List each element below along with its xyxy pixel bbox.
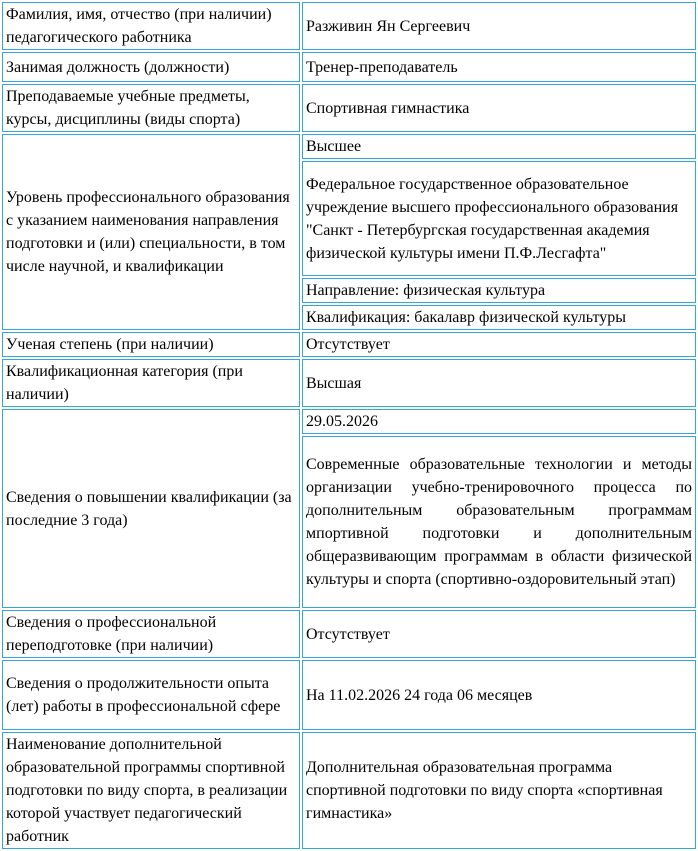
- value-position: Тренер-преподаватель: [302, 52, 696, 82]
- value-experience: На 11.02.2026 24 года 06 месяцев: [302, 660, 696, 730]
- label-category: Квалификационная категория (при наличии): [2, 359, 300, 407]
- row-degree: [2, 332, 696, 357]
- value-name: Разживин Ян Сергеевич: [302, 2, 696, 50]
- value-training-date: 29.05.2026: [302, 409, 696, 434]
- value-education-level: Высшее: [302, 134, 696, 159]
- label-position: Занимая должность (должности): [2, 52, 300, 82]
- row-education-level: [2, 134, 696, 159]
- row-name: [2, 2, 696, 50]
- value-category: Высшая: [302, 359, 696, 407]
- label-degree: Ученая степень (при наличии): [2, 332, 300, 357]
- row-training-date: [2, 409, 696, 434]
- label-training: Сведения о повышении квалификации (за последние 3 года): [2, 409, 300, 608]
- row-program: [2, 732, 696, 849]
- row-subjects: [2, 84, 696, 132]
- label-program: Наименование дополнительной образовательной программы спортивной подготовки по виду спорта, в реализации которой участвует педагогический работник: [2, 732, 300, 849]
- row-category: [2, 359, 696, 407]
- value-subjects: Спортивная гимнастика: [302, 84, 696, 132]
- label-subjects: Преподаваемые учебные предметы, курсы, дисциплины (виды спорта): [2, 84, 300, 132]
- value-training-course: Современные образовательные технологии и методы организации учебно-тренировочного процесса по дополнительным образовательным программам мпортивной подготовки и дополнительным общеразвивающим программам в области физической культуры и спорта (спортивно-оздоровительный этап): [302, 436, 696, 608]
- value-education-qualification: Квалификация: бакалавр физической культуры: [302, 305, 696, 330]
- label-retraining: Сведения о профессиональной переподготовке (при наличии): [2, 610, 300, 658]
- value-degree: Отсутствует: [302, 332, 696, 357]
- value-program: Дополнительная образовательная программа спортивной подготовки по виду спорта «спортивная гимнастика»: [302, 732, 696, 849]
- row-retraining: [2, 610, 696, 658]
- value-education-direction: Направление: физическая культура: [302, 278, 696, 303]
- value-retraining: Отсутствует: [302, 610, 696, 658]
- row-experience: [2, 660, 696, 730]
- value-education-institution: Федеральное государственное образовательное учреждение высшего профессионального образования "Санкт - Петербургская государственная академия физической культуры имени П.Ф.Лесгафта": [302, 161, 696, 276]
- row-position: [2, 52, 696, 82]
- label-name: Фамилия, имя, отчество (при наличии) педагогического работника: [2, 2, 300, 50]
- label-experience: Сведения о продолжительности опыта (лет) работы в профессиональной сфере: [2, 660, 300, 730]
- label-education: Уровень профессионального образования с указанием наименования направления подготовки и (или) специальности, в том числе научной, и квалификации: [2, 134, 300, 330]
